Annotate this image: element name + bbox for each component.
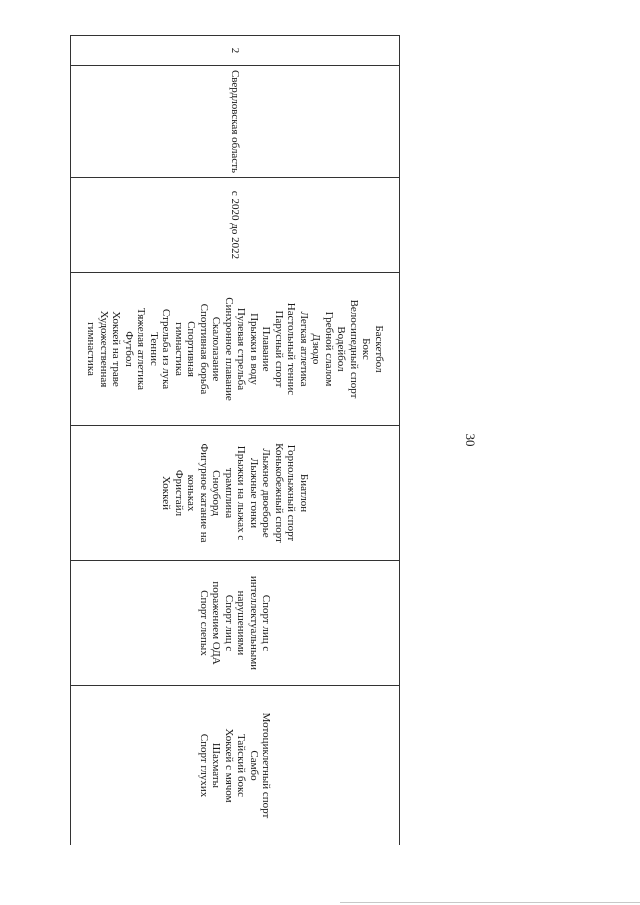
sport-line: Прыжки в воду [248, 313, 260, 385]
sport-line: Хоккей с мячом [223, 728, 235, 803]
sport-line: гимнастика [173, 322, 185, 376]
region-cell: Свердловская область [71, 66, 400, 178]
sport-line: интеллектуальными [248, 575, 260, 671]
period-cell: с 2020 до 2022 [71, 178, 400, 273]
sport-line: Плавание [260, 326, 273, 372]
sport-line: Прыжки на лыжах с [235, 445, 248, 541]
sport-line: Спорт слепых [198, 590, 210, 656]
sport-line: Фристайл [173, 469, 185, 517]
sport-line: Тайский бокс [235, 733, 248, 797]
sport-line: коньках [185, 474, 198, 512]
sport-line: Шахматы [210, 742, 223, 789]
sport-line: Пулевая стрельба [235, 307, 248, 391]
winter-sports-cell [71, 426, 400, 561]
sport-line: Самбо [248, 750, 260, 781]
adaptive-sports-cell [71, 561, 400, 686]
sport-line: Гребной слалом [323, 311, 335, 387]
row-number-cell: 2 [71, 36, 400, 66]
sport-line: Легкая атлетика [298, 311, 310, 387]
table-row [71, 36, 400, 846]
sport-line: Мотоциклетный спорт [260, 712, 273, 819]
sport-line: Хоккей [160, 476, 173, 510]
sport-line: Велосипедный спорт [348, 299, 360, 399]
sport-line: Водейбол [335, 326, 348, 372]
sport-line: Спорт лиц с [260, 594, 273, 652]
sport-line: Дзюдо [310, 333, 323, 365]
rotated-table-wrapper [70, 35, 400, 845]
sport-line: Биатлон [298, 473, 310, 513]
sport-line: поражением ОДА [210, 581, 223, 665]
sport-line: Лыжное двоеборье [260, 448, 273, 538]
sport-line: Теннис [148, 332, 160, 366]
scan-edge-line [340, 902, 640, 903]
sport-line: Спортивная борьба [198, 303, 210, 395]
other-sports-cell [71, 686, 400, 846]
summer-sports-cell [71, 273, 400, 426]
sport-line: Тяжелая атлетика [135, 307, 148, 391]
sport-line: Фигурное катание на [198, 443, 210, 543]
sport-line: Хоккей на траве [110, 311, 123, 387]
sports-table [70, 35, 400, 845]
sport-line: Синхронное плавание [223, 297, 235, 401]
sport-line: Конькобежный спорт [273, 443, 285, 543]
sport-line: нарушениями [235, 590, 248, 656]
page-number: 30 [463, 433, 478, 447]
sport-line: Парусный спорт [273, 310, 285, 388]
sport-line: Скалолазание [210, 316, 223, 382]
sport-line: Художественная [98, 310, 110, 388]
sport-line: Бокс [360, 338, 373, 360]
sport-line: Лыжные гонки [248, 457, 260, 529]
sport-line: Настольный теннис [285, 302, 298, 396]
sport-line: Горнолыжный спорт [285, 444, 298, 542]
sport-line: Стрельба из лука [160, 308, 173, 390]
sport-line: Спорт глухих [198, 733, 210, 798]
sport-line: трамплина [223, 467, 235, 519]
sport-line: гимнастика [85, 322, 98, 376]
sport-line: Футбол [123, 331, 135, 367]
sport-line: Баскетбол [373, 325, 385, 373]
sport-line: Спорт лиц с [223, 594, 235, 652]
sport-line: Спортивная [185, 321, 198, 377]
sport-line: Сноуборд [210, 470, 223, 516]
